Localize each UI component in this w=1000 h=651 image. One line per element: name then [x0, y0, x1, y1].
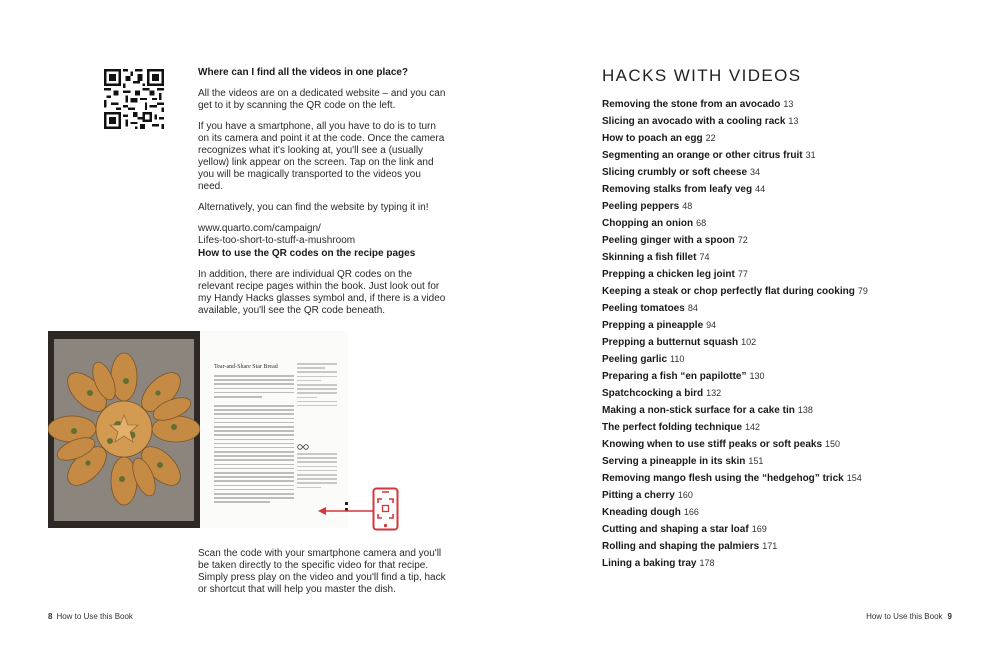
hack-page-number: 77: [737, 269, 748, 279]
hack-title[interactable]: Skinning a fish fillet: [602, 252, 697, 263]
hack-title[interactable]: Serving a pineapple in its skin: [602, 456, 746, 467]
website-url[interactable]: [198, 223, 448, 247]
url-line-1[interactable]: www.quarto.com/campaign/: [198, 223, 321, 234]
section-heading: How to use the QR codes on the recipe pages: [198, 248, 416, 259]
smartphone-scan-icon: [372, 487, 399, 531]
hack-item[interactable]: [602, 402, 982, 419]
star-bread-photo: [48, 331, 200, 528]
paragraph: If you have a smartphone, all you have to do is to turn on its camera and point it at the code. Once the camera recognizes what it's looking at, you'll see a (usually yellow) link appear on the screen. Tap on the link and you will be magically transported to the videos you need.: [198, 121, 445, 192]
hack-page-number: 13: [783, 99, 794, 109]
hack-item[interactable]: [602, 198, 982, 215]
hack-title[interactable]: Knowing when to use stiff peaks or soft peaks: [602, 439, 823, 450]
hack-title[interactable]: Rolling and shaping the palmiers: [602, 541, 760, 552]
hack-page-number: 44: [755, 184, 766, 194]
hack-title[interactable]: Peeling peppers: [602, 201, 680, 212]
hack-title[interactable]: Prepping a butternut squash: [602, 337, 739, 348]
hack-title[interactable]: Lining a baking tray: [602, 558, 697, 569]
footer-label: How to Use this Book: [56, 612, 133, 621]
arrow-left-icon: [318, 506, 376, 516]
hack-item[interactable]: [602, 130, 982, 147]
hack-page-number: 171: [762, 541, 778, 551]
hack-item[interactable]: [602, 487, 982, 504]
hack-page-number: 22: [705, 133, 716, 143]
hack-page-number: 166: [683, 507, 699, 517]
hack-item[interactable]: [602, 249, 982, 266]
hack-page-number: 154: [846, 473, 862, 483]
hack-item[interactable]: [602, 164, 982, 181]
hack-title[interactable]: Slicing crumbly or soft cheese: [602, 167, 748, 178]
hack-page-number: 34: [750, 167, 761, 177]
hack-title[interactable]: Spatchcocking a bird: [602, 388, 704, 399]
hack-title[interactable]: How to poach an egg: [602, 133, 703, 144]
recipe-spread-image: [48, 331, 348, 528]
ingredients-lines: [297, 363, 337, 409]
hack-item[interactable]: [602, 317, 982, 334]
hack-title[interactable]: Chopping an onion: [602, 218, 694, 229]
footer-label: How to Use this Book: [866, 612, 943, 621]
hack-title[interactable]: Segmenting an orange or other citrus fruit: [602, 150, 803, 161]
hack-item[interactable]: [602, 368, 982, 385]
hack-item[interactable]: [602, 334, 982, 351]
hacks-list: [602, 96, 982, 572]
hack-page-number: 74: [699, 252, 710, 262]
recipe-method-lines: [214, 405, 294, 506]
hack-item[interactable]: [602, 96, 982, 113]
hack-item[interactable]: [602, 181, 982, 198]
hack-title[interactable]: Peeling garlic: [602, 354, 668, 365]
hack-page-number: 72: [737, 235, 748, 245]
paragraph: In addition, there are individual QR codes on the relevant recipe pages within the book. Just look out for my Handy Hacks glasses symbol and, if there is a video available, you'll see the QR code beneath.: [198, 269, 446, 316]
hack-item[interactable]: [602, 419, 982, 436]
hack-page-number: 110: [670, 354, 685, 364]
hack-title[interactable]: Keeping a steak or chop perfectly flat during cooking: [602, 286, 855, 297]
hack-title[interactable]: Making a non-stick surface for a cake tin: [602, 405, 795, 416]
hack-title[interactable]: Removing stalks from leafy veg: [602, 184, 753, 195]
hack-item[interactable]: [602, 504, 982, 521]
hack-title[interactable]: Pitting a cherry: [602, 490, 675, 501]
hack-item[interactable]: [602, 521, 982, 538]
hack-item[interactable]: [602, 538, 982, 555]
hack-item[interactable]: [602, 300, 982, 317]
hack-item[interactable]: [602, 215, 982, 232]
hack-item[interactable]: [602, 385, 982, 402]
hack-item[interactable]: [602, 266, 982, 283]
section-where-videos: [198, 67, 448, 256]
hack-title[interactable]: The perfect folding technique: [602, 422, 743, 433]
hack-item[interactable]: [602, 147, 982, 164]
hack-page-number: 68: [696, 218, 707, 228]
hack-page-number: 84: [687, 303, 698, 313]
hack-title[interactable]: Peeling ginger with a spoon: [602, 235, 735, 246]
recipe-intro-lines: [214, 375, 294, 400]
hack-title[interactable]: Cutting and shaping a star loaf: [602, 524, 749, 535]
hack-lines: [297, 453, 337, 491]
hack-page-number: 151: [748, 456, 764, 466]
hack-item[interactable]: [602, 436, 982, 453]
glasses-icon: [297, 444, 309, 450]
hack-page-number: 130: [749, 371, 765, 381]
url-line-2[interactable]: Lifes-too-short-to-stuff-a-mushroom: [198, 235, 356, 246]
hack-page-number: 142: [745, 422, 761, 432]
hack-title[interactable]: Preparing a fish “en papilotte”: [602, 371, 747, 382]
hack-item[interactable]: [602, 283, 982, 300]
hack-page-number: 132: [706, 388, 722, 398]
page-title: HACKS WITH VIDEOS: [602, 66, 802, 85]
hack-item[interactable]: [602, 113, 982, 130]
page-number: 9: [947, 612, 952, 621]
page-number: 8: [48, 612, 53, 621]
hack-title[interactable]: Prepping a pineapple: [602, 320, 704, 331]
hack-page-number: 48: [682, 201, 693, 211]
hack-title[interactable]: Peeling tomatoes: [602, 303, 685, 314]
hack-title[interactable]: Kneading dough: [602, 507, 681, 518]
hack-item[interactable]: [602, 470, 982, 487]
hack-page-number: 150: [825, 439, 841, 449]
hack-page-number: 178: [699, 558, 715, 568]
paragraph: Alternatively, you can find the website by typing it in!: [198, 202, 429, 213]
hack-item[interactable]: [602, 453, 982, 470]
hack-page-number: 169: [751, 524, 767, 534]
hack-page-number: 160: [677, 490, 693, 500]
hack-page-number: 94: [706, 320, 717, 330]
hack-title[interactable]: Slicing an avocado with a cooling rack: [602, 116, 786, 127]
section-qr-recipes: [198, 248, 448, 326]
section-heading: Where can I find all the videos in one place?: [198, 67, 409, 78]
recipe-title: Tear-and-Share Star Bread: [214, 364, 278, 370]
hack-page-number: 102: [741, 337, 757, 347]
hack-title[interactable]: Removing the stone from an avocado: [602, 99, 781, 110]
left-footer: [48, 612, 133, 621]
hack-page-number: 13: [788, 116, 799, 126]
right-footer: [866, 612, 952, 621]
hack-title[interactable]: Prepping a chicken leg joint: [602, 269, 735, 280]
paragraph: All the videos are on a dedicated website – and you can get to it by scanning the QR code on the left.: [198, 88, 446, 111]
qr-caption: Scan the code with your smartphone camera and you'll be taken directly to the specific video for that recipe. Simply press play on the video and you'll find a tip, hack or shortcut that will help you master the dish.: [198, 548, 446, 595]
hack-page-number: 31: [805, 150, 816, 160]
hack-item[interactable]: [602, 232, 982, 249]
hack-page-number: 138: [797, 405, 813, 415]
hack-item[interactable]: [602, 351, 982, 368]
hack-item[interactable]: [602, 555, 982, 572]
qr-code-icon[interactable]: [104, 69, 164, 129]
recipe-page: [200, 331, 348, 528]
hack-page-number: 79: [857, 286, 868, 296]
hack-title[interactable]: Removing mango flesh using the “hedgehog” trick: [602, 473, 844, 484]
